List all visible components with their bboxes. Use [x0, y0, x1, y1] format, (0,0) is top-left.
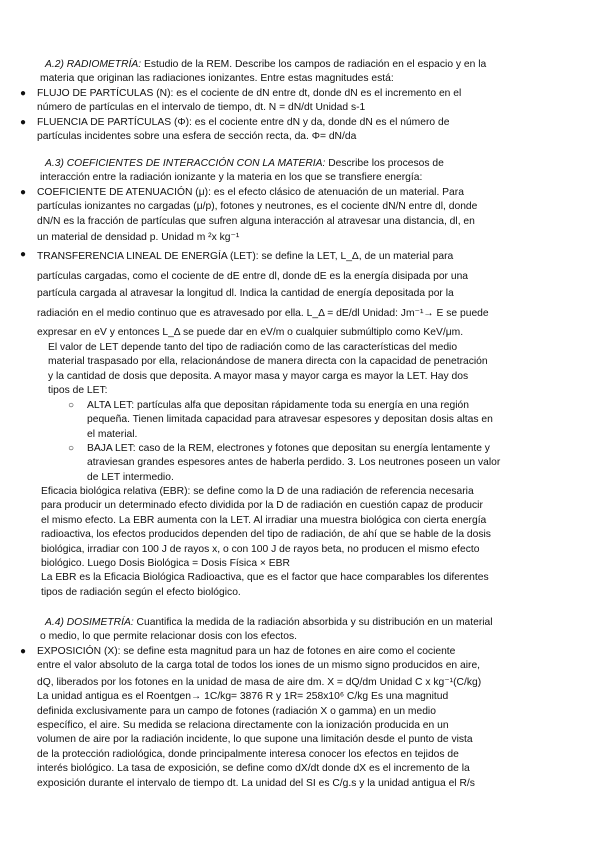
bullet-icon: ●: [20, 88, 27, 99]
exposicion-item: EXPOSICIÓN (X): se define esta magnitud para un haz de fotones en aire como el cociente entre el valor absoluto de la carga total de todos los iones de un mismo signo producidos en aire, dQ, liberados por los fotones en la unidad de masa de aire dm. X = dQ/dm Unidad C x kg⁻¹(C/kg) La unidad antigua es el Roentgen→ 1C/kg= 3876 R y 1R= 258x10⁶ C/kg Es una magnitud definida exclusivamente para un campo de fotones (radiación X o gamma) en un medio específico, el aire. Su medida se relaciona directamente con la ionización producida en un volumen de aire por la radiación incidente, lo que supone una limitación desde el punto de vista de la protección radiológica, donde principalmente interesa conocer los efectos en tejidos de interés biológico. La tasa de exposición, se define como dX/dt donde dX es el incremento de la exposición durante el intervalo de tiempo dt. La unidad del SI es C/g.s y la unidad antigua el R/s: [37, 646, 482, 789]
circle-bullet-icon: ○: [68, 400, 75, 411]
flujo-particulas-item: FLUJO DE PARTÍCULAS (N): es el cociente de dN entre dt, donde dN es el incremento en el número de partículas en el intervalo de tiempo, dt. N = dN/dt Unidad s-1: [37, 88, 462, 114]
fluencia-particulas-item: FLUENCIA DE PARTÍCULAS (Φ): es el cociente entre dN y da, donde dN es el número de partículas incidentes sobre una esfera de sección recta, da. Φ= dN/da: [37, 117, 450, 143]
dosimetria-intro: A.4) DOSIMETRÍA: Cuantifica la medida de la radiación absorbida y su distribución en un material o medio, lo que permite relacionar dosis con los efectos.: [40, 617, 493, 643]
let-explanation: El valor de LET depende tanto del tipo de radiación como de las características del medio material traspasado por ella, relacionándose de manera directa con la capacidad de penetración y la cantidad de dosis que deposita. A mayor masa y mayor carga es mayor la LET. Hay dos tipos de LET:: [48, 342, 488, 397]
bullet-icon: ●: [20, 249, 27, 260]
radiometria-heading: A.2) RADIOMETRÍA:: [45, 59, 142, 70]
alta-let-item: ALTA LET: partículas alfa que depositan rápidamente toda su energía en una región pequeña. Tienen limitada capacidad para atravesar espesores y depositan dosis altas en el material.: [87, 400, 493, 440]
coeficientes-heading: A.3) COEFICIENTES DE INTERACCIÓN CON LA MATERIA:: [45, 158, 326, 169]
baja-let-item: BAJA LET: caso de la REM, electrones y fotones que depositan su energía lentamente y atraviesan grandes espesores antes de haberla perdido. 3. Los neutrones poseen un valor de LET intermedio.: [87, 443, 501, 483]
coeficientes-intro: A.3) COEFICIENTES DE INTERACCIÓN CON LA MATERIA: Describe los procesos de interacción entre la radiación ionizante y la materia en los que se transfiere energía:: [40, 158, 444, 184]
ebr-paragraph: Eficacia biológica relativa (EBR): se define como la D de una radiación de referencia necesaria para producir un determinado efecto dividida por la D de radiación en cuestión capaz de producir el mismo efecto. La EBR aumenta con la LET. Al irradiar una muestra biológica con cierta energía radioactiva, los efectos producidos dependen del tipo de radiación, de ahí que se hable de la dosis biológica, irradiar con 100 J de rayos x, o con 100 J de rayos beta, no producen el mismo efecto biológico. Luego Dosis Biológica = Dosis Física × EBR La EBR es la Eficacia Biológica Radioactiva, que es el factor que hace comparables los diferentes tipos de radiación según el efecto biológico.: [41, 486, 491, 598]
bullet-icon: ●: [20, 646, 27, 657]
dosimetria-heading: A.4) DOSIMETRÍA:: [45, 617, 134, 628]
coeficiente-atenuacion-item: COEFICIENTE DE ATENUACIÓN (μ): es el efecto clásico de atenuación de un material. Para partículas ionizantes no cargadas (μ/p), fotones y neutrones, es el cociente dN/N entre dl, donde dN/N es la fracción de partículas que sufren alguna interacción al atravesar una distancia, dl, en un material de densidad p. Unidad m ²x kg⁻¹: [37, 187, 478, 244]
radiometria-intro: A.2) RADIOMETRÍA: Estudio de la REM. Describe los campos de radiación en el espacio y en la materia que originan las radiaciones ionizantes. Entre estas magnitudes está:: [40, 59, 487, 85]
circle-bullet-icon: ○: [68, 443, 75, 454]
let-item: TRANSFERENCIA LINEAL DE ENERGÍA (LET): se define la LET, L_Δ, de un material para partículas cargadas, como el cociente de dE entre dl, donde dE es la energía disipada por una partícula cargada al atravesar la longitud dl. Indica la cantidad de energía depositada por la radiación en el medio continuo que es atravesado por ella. L_Δ = dE/dl Unidad: Jm⁻¹→ E se puede expresar en eV y entonces L_Δ se puede dar en eV/m o cualquier submúltiplo como KeV/μm.: [37, 251, 489, 338]
bullet-icon: ●: [20, 187, 27, 198]
bullet-icon: ●: [20, 117, 27, 128]
